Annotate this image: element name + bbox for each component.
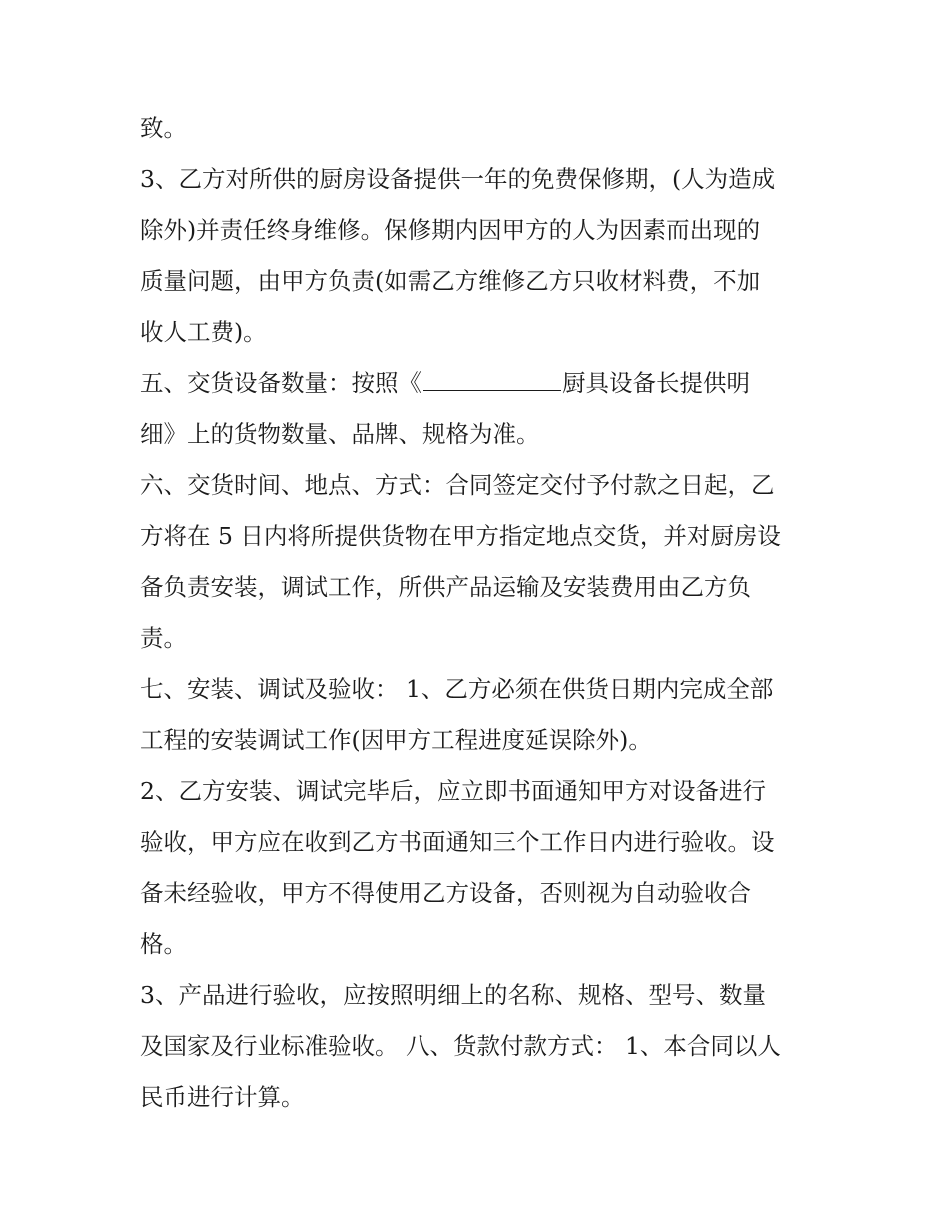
text-line: 收人工费)。	[140, 318, 267, 346]
text-line: 验收，甲方应在收到乙方书面通知三个工作日内进行验收。设	[140, 828, 775, 856]
text-line: 七、安装、调试及验收： 1、乙方必须在供货日期内完成全部	[140, 675, 774, 703]
text-line: 备未经验收，甲方不得使用乙方设备，否则视为自动验收合	[140, 879, 751, 907]
text-line: 细》上的货物数量、品牌、规格为准。	[140, 420, 540, 448]
text-line: 及国家及行业标准验收。 八、货款付款方式： 1、本合同以人	[140, 1032, 781, 1060]
text-line: 致。	[140, 114, 187, 142]
text-line: 民币进行计算。	[140, 1083, 305, 1111]
text-line: 方将在 5 日内将所提供货物在甲方指定地点交货，并对厨房设	[140, 522, 781, 550]
fill-in-blank	[423, 362, 561, 391]
text-line: 2、乙方安装、调试完毕后，应立即书面通知甲方对设备进行	[140, 777, 766, 805]
text-line: 3、产品进行验收，应按照明细上的名称、规格、型号、数量	[140, 981, 766, 1009]
text-line-with-blank	[140, 358, 820, 409]
text-line: 格。	[140, 930, 187, 958]
text-line: 备负责安装，调试工作，所供产品运输及安装费用由乙方负	[140, 573, 751, 601]
text-segment: 五、交货设备数量：按照《	[140, 369, 422, 397]
text-line: 质量问题，由甲方负责(如需乙方维修乙方只收材料费，不加	[140, 267, 761, 295]
document-body	[140, 103, 820, 1123]
text-segment: 厨具设备长提供明	[562, 369, 750, 397]
text-line: 3、乙方对所供的厨房设备提供一年的免费保修期，(人为造成	[140, 165, 776, 193]
text-line: 工程的安装调试工作(因甲方工程进度延误除外)。	[140, 726, 652, 754]
text-line: 六、交货时间、地点、方式：合同签定交付予付款之日起，乙	[140, 471, 775, 499]
text-line: 除外)并责任终身维修。保修期内因甲方的人为因素而出现的	[140, 216, 761, 244]
text-line: 责。	[140, 624, 187, 652]
